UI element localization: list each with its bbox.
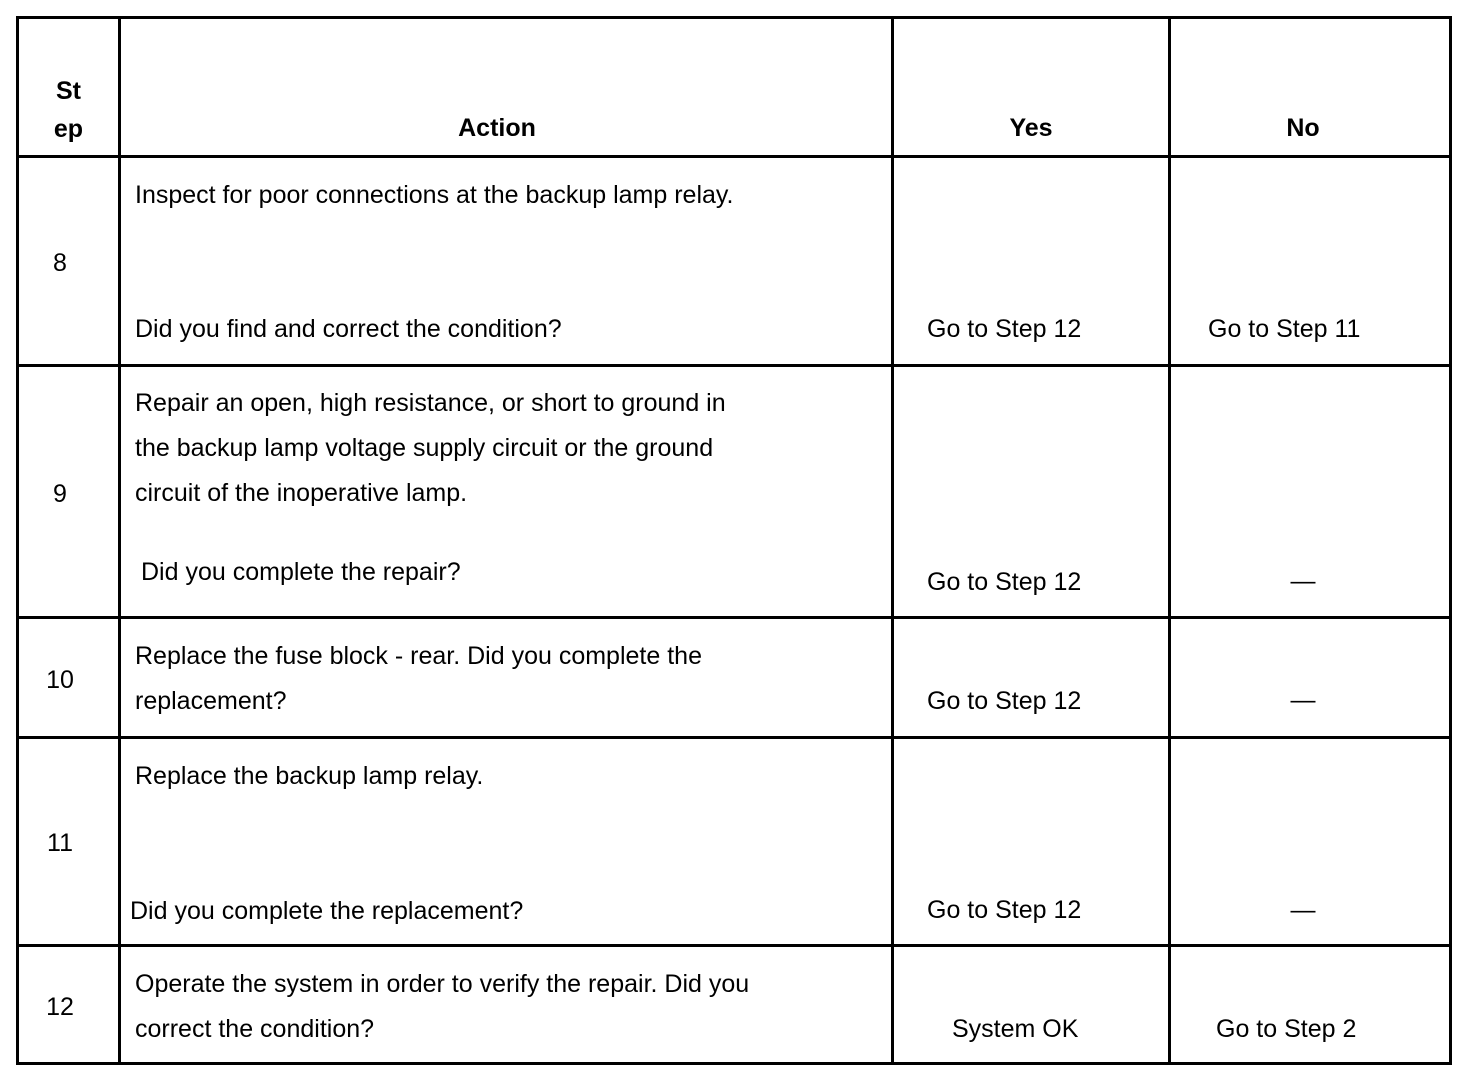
yes-result: Go to Step 12 — [927, 896, 1082, 924]
action-question: Did you complete the replacement? — [130, 897, 524, 925]
step-number: 12 — [46, 993, 74, 1021]
header-step — [19, 72, 118, 148]
diagnostic-table — [16, 16, 1452, 1065]
step-number: 8 — [53, 249, 67, 277]
step-number: 10 — [46, 666, 74, 694]
yes-result: Go to Step 12 — [927, 568, 1082, 596]
action-text: Operate the system in order to verify the repair. Did you — [135, 970, 750, 998]
action-text: Replace the backup lamp relay. — [135, 762, 484, 790]
row-divider — [19, 616, 1449, 619]
header-step-line1: St — [56, 77, 81, 105]
row-divider — [19, 364, 1449, 367]
row-divider — [19, 944, 1449, 947]
column-divider — [118, 19, 121, 1062]
action-question: Did you find and correct the condition? — [135, 315, 562, 343]
yes-result: Go to Step 12 — [927, 315, 1082, 343]
header-yes: Yes — [1009, 114, 1053, 142]
row-divider — [19, 736, 1449, 739]
action-text: circuit of the inoperative lamp. — [135, 479, 468, 507]
action-text: replacement? — [135, 687, 287, 715]
yes-result: Go to Step 12 — [927, 687, 1082, 715]
no-result: — — [1290, 896, 1316, 924]
action-text: correct the condition? — [135, 1015, 375, 1043]
no-result: Go to Step 11 — [1208, 315, 1361, 343]
action-text: Inspect for poor connections at the backup lamp relay. — [135, 181, 734, 209]
column-divider — [891, 19, 894, 1062]
action-text: Replace the fuse block - rear. Did you complete the — [135, 642, 702, 670]
no-result: — — [1290, 567, 1316, 595]
header-divider — [19, 155, 1449, 158]
no-result: Go to Step 2 — [1216, 1015, 1357, 1043]
yes-result: System OK — [952, 1015, 1079, 1043]
action-text: Repair an open, high resistance, or short to ground in — [135, 389, 726, 417]
action-text: the backup lamp voltage supply circuit or the ground — [135, 434, 714, 462]
no-result: — — [1290, 686, 1316, 714]
header-action: Action — [458, 114, 536, 142]
header-step-line2: ep — [53, 115, 84, 143]
action-question: Did you complete the repair? — [141, 558, 461, 586]
step-number: 11 — [47, 829, 73, 857]
step-number: 9 — [53, 480, 67, 508]
header-no: No — [1286, 114, 1320, 142]
